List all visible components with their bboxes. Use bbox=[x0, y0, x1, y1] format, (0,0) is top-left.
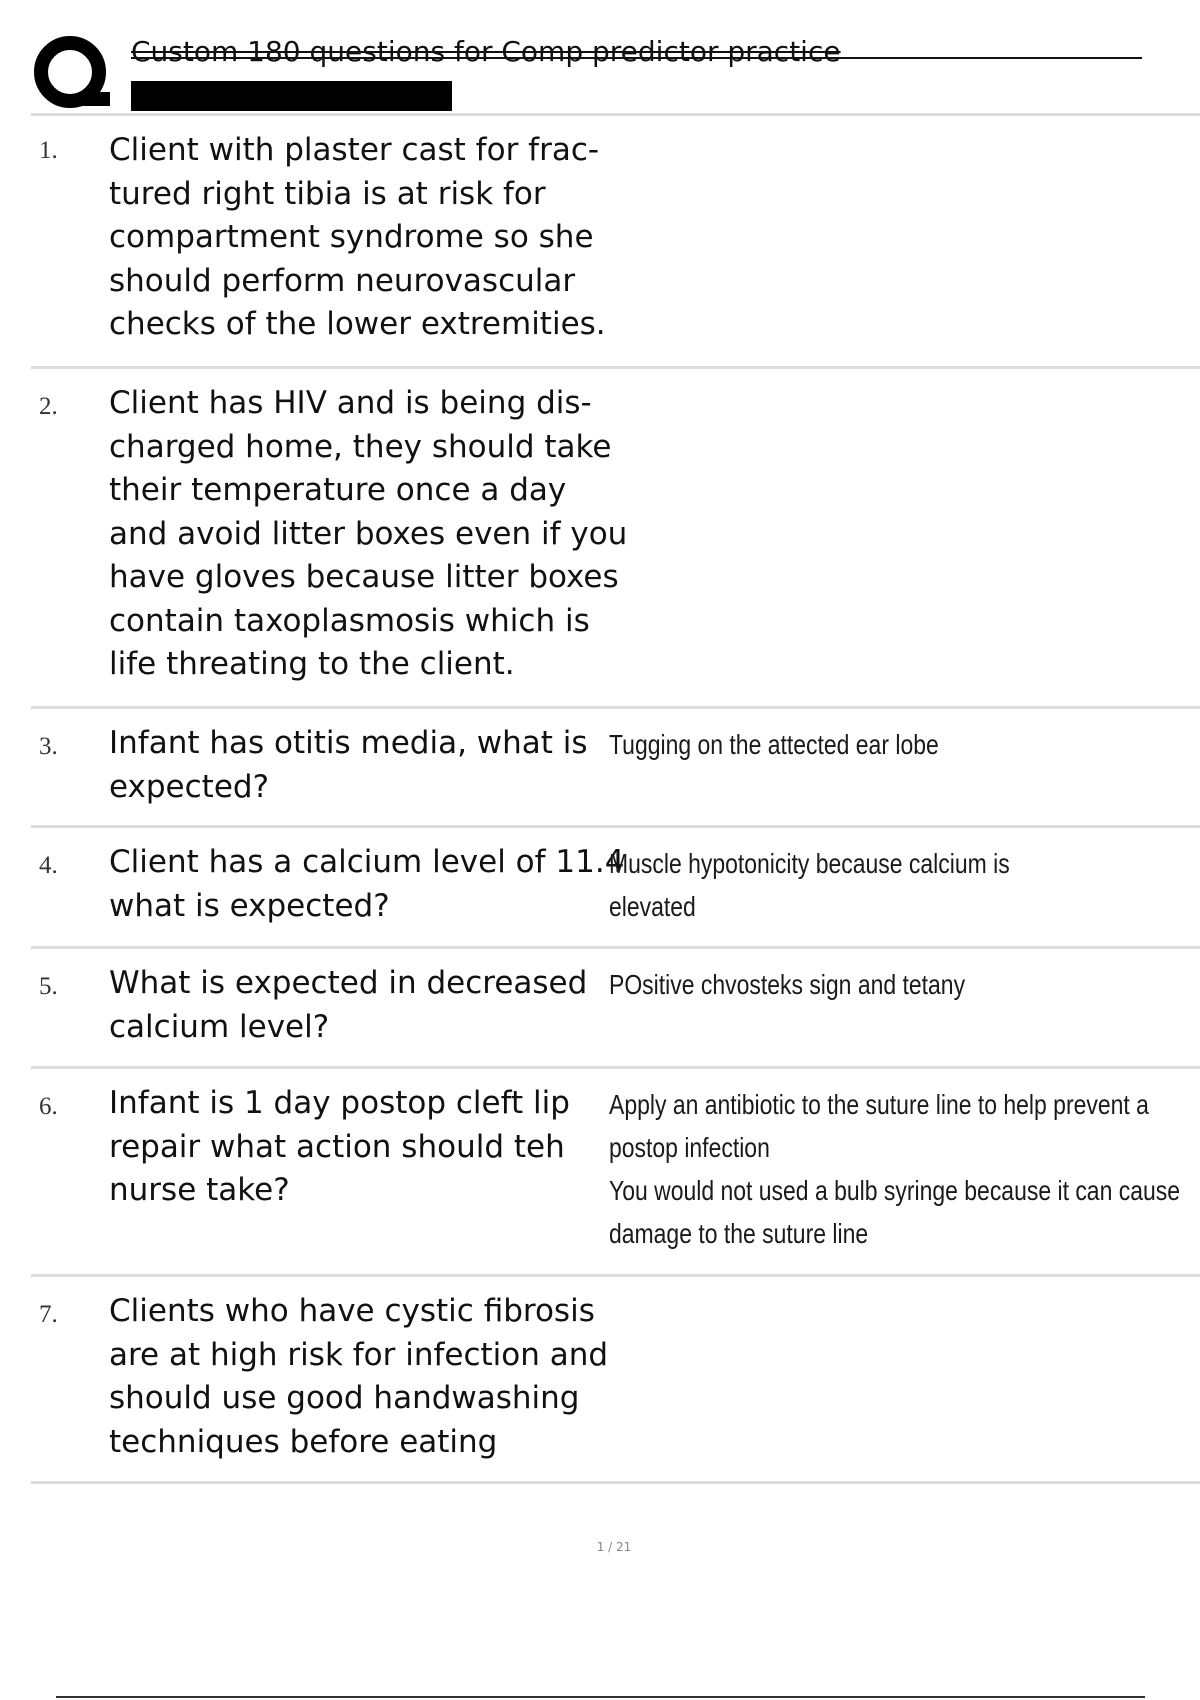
question-row-5 bbox=[31, 949, 1200, 1069]
page-number: 1 / 21 bbox=[596, 1540, 632, 1554]
question-number: 7. bbox=[39, 1301, 58, 1328]
question-number: 4. bbox=[39, 852, 58, 879]
document-title: Custom 180 questions for Comp predictor practice bbox=[131, 35, 841, 68]
answer-text: Muscle hypotonicity because calcium is elevated bbox=[609, 848, 1010, 922]
question-row-7 bbox=[31, 1277, 1200, 1484]
question-row-3 bbox=[31, 709, 1200, 828]
answer-text: Tugging on the attected ear lobe bbox=[609, 729, 939, 760]
bottom-rule bbox=[56, 1696, 1145, 1698]
question-text: Infant has otitis media, what is expected? bbox=[109, 725, 588, 805]
question-number: 3. bbox=[39, 733, 58, 760]
question-row-6 bbox=[31, 1069, 1200, 1277]
question-row-2 bbox=[31, 369, 1200, 709]
redacted-block bbox=[131, 81, 452, 111]
answer-text: Apply an antibiotic to the suture line to help prevent a postop infection You would not used a bulb syringe because it can cause damage to the suture line bbox=[609, 1089, 1181, 1249]
question-text: What is expected in decreased calcium level? bbox=[109, 965, 588, 1045]
q-logo-icon bbox=[32, 32, 110, 110]
answer-text: POsitive chvosteks sign and tetany bbox=[609, 969, 966, 1000]
question-row-4 bbox=[31, 828, 1200, 949]
question-text: Client with plaster cast for frac- tured right tibia is at risk for compartment syndrome so she should perform neurovascular checks of the lower extremities. bbox=[109, 132, 606, 342]
question-number: 1. bbox=[39, 137, 58, 164]
question-text: Clients who have cystic fibrosis are at high risk for infection and should use good handwashing techniques before eating bbox=[109, 1293, 609, 1460]
title-rule bbox=[131, 57, 1142, 59]
question-number: 5. bbox=[39, 973, 58, 1000]
question-row-1 bbox=[31, 116, 1200, 369]
question-list bbox=[31, 113, 1200, 1484]
question-text: Client has HIV and is being dis- charged home, they should take their temperature once a day and avoid litter boxes even if you have gloves because litter boxes contain taxoplasmosis which is life threating to the client. bbox=[109, 385, 628, 682]
question-number: 6. bbox=[39, 1093, 58, 1120]
question-text: Client has a calcium level of 11.4 what is expected? bbox=[109, 844, 625, 924]
question-number: 2. bbox=[39, 393, 58, 420]
question-text: Infant is 1 day postop cleft lip repair what action should teh nurse take? bbox=[109, 1085, 570, 1208]
